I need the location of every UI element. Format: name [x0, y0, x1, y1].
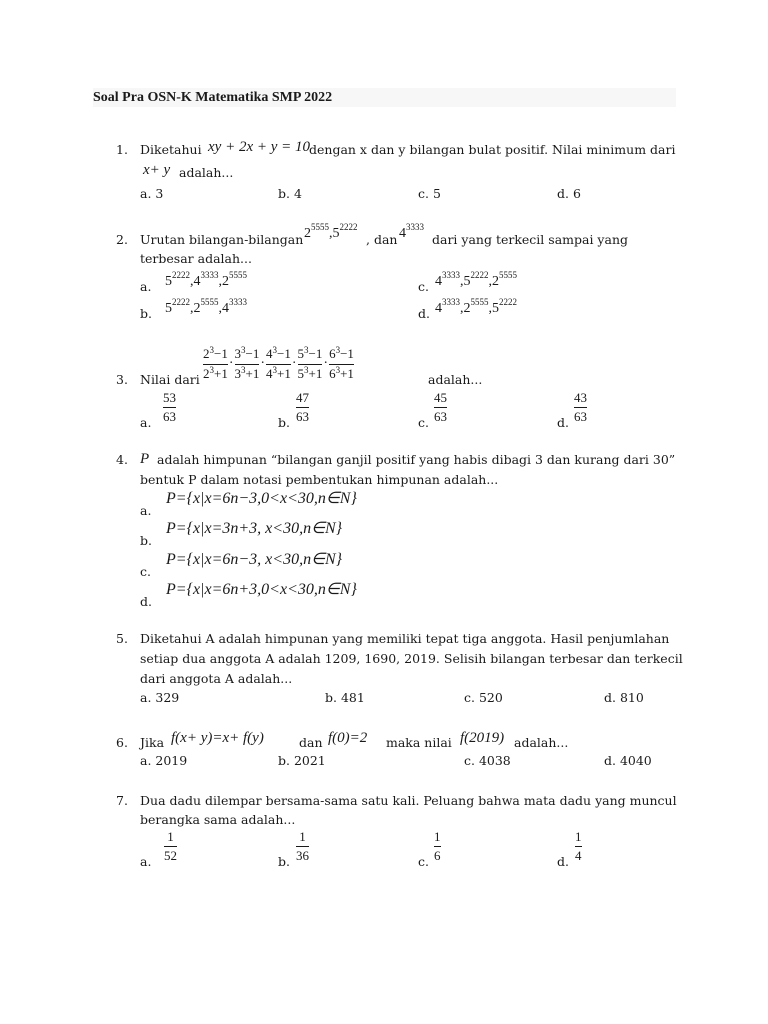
q4-option-c-set: P={x|x=6n−3, x<30,n∈N} [166, 551, 343, 568]
q6-post: adalah... [514, 735, 569, 750]
q6-pre: Jika [140, 735, 165, 750]
q6-mid: maka nilai [386, 735, 452, 750]
q2-option-c-base: 2 [492, 274, 499, 289]
q6-dan: dan [299, 735, 323, 750]
q5-line1: Diketahui A adalah himpunan yang memiliki tepat tiga anggota. Hasil penjumlahan [140, 631, 670, 646]
q6-initial-value: f(0)=2 [328, 730, 368, 746]
q2-option-d-exponent: 2222 [499, 297, 517, 307]
q2-option-a-label: a. [140, 279, 152, 294]
q3-factor-fraction: $\frac{6^3-1}{6^3+1}$ [329, 344, 354, 381]
q3-option-c-fraction: 45 63 [434, 390, 447, 424]
q6-option-d: d. 4040 [604, 753, 652, 768]
q4-option-a-set: P={x|x=6n−3,0<x<30,n∈N} [166, 490, 357, 507]
q2-option-c-exponent: 5555 [499, 270, 517, 280]
q2-option-c-base: 4 [435, 274, 442, 289]
q5-option-b: b. 481 [325, 690, 365, 705]
q2-option-a-exponent: 2222 [172, 270, 190, 280]
q2-number-third: $4^{3333}$ [399, 222, 424, 241]
q2-option-b: $5^{2222},2^{5555},4^{3333}$ [165, 297, 247, 316]
q2-option-a-exponent: 5555 [229, 270, 247, 280]
q4-option-a-label: a. [140, 503, 152, 518]
q3-product-expression [203, 344, 354, 384]
q5-option-d: d. 810 [604, 690, 644, 705]
q2-option-a-exponent: 3333 [200, 270, 219, 280]
q3-option-c-label: c. [418, 415, 429, 430]
q2-dan: , dan [366, 232, 398, 247]
q2-option-d-base: 4 [435, 301, 442, 316]
q7-option-a-label: a. [140, 854, 152, 869]
q6-option-c: c. 4038 [464, 753, 511, 768]
q2-option-d-exponent: 3333 [442, 297, 460, 307]
q7-option-b-fraction: 1 36 [296, 829, 309, 863]
q2-option-c-exponent: 3333 [442, 270, 460, 280]
q3-factor-fraction: $\frac{3^3-1}{3^3+1}$ [234, 344, 260, 381]
q6-number: 6. [116, 735, 128, 750]
q2-text2: terbesar adalah... [140, 251, 252, 266]
q1-expression: x+ y [143, 162, 171, 178]
q7-option-d-label: d. [557, 854, 569, 869]
q6-option-a: a. 2019 [140, 753, 188, 768]
q7-option-b-label: b. [278, 854, 290, 869]
q3-option-d-label: d. [557, 415, 569, 430]
q3-option-d-fraction: 43 63 [574, 390, 587, 424]
q2-option-b-base: 2 [193, 301, 201, 316]
q2-option-c-label: c. [418, 279, 429, 294]
q1-pre: Diketahui [140, 142, 202, 157]
q3-multiply-dot: · [323, 356, 329, 371]
q5-option-c: c. 520 [464, 690, 503, 705]
q1-option-a: a. 3 [140, 186, 164, 201]
q5-number: 5. [116, 631, 128, 646]
q4-number: 4. [116, 452, 128, 467]
q2-option-d: $4^{3333},2^{5555},5^{2222}$ [435, 297, 517, 316]
q1-text2: adalah... [179, 165, 234, 180]
q2-option-b-base: 5 [165, 301, 172, 316]
q2-number: 2. [116, 232, 128, 247]
q3-option-a-fraction: 53 63 [163, 390, 176, 424]
q3-post: adalah... [428, 372, 483, 387]
q6-option-b: b. 2021 [278, 753, 326, 768]
q2-option-a: $5^{2222},4^{3333},2^{5555}$ [165, 270, 247, 289]
q2-pre: Urutan bilangan-bilangan [140, 232, 304, 247]
q1-equation: xy + 2x + y = 10 [208, 139, 310, 155]
q3-multiply-dot: · [260, 356, 266, 371]
q3-option-b-fraction: 47 63 [296, 390, 309, 424]
q3-pre: Nilai dari [140, 372, 200, 387]
q2-option-d-base: 5 [492, 301, 499, 316]
q2-option-a-base: 5 [165, 274, 172, 289]
q6-functional-equation: f(x+ y)=x+ f(y) [171, 730, 264, 746]
q4-line2: bentuk P dalam notasi pembentukan himpunan adalah... [140, 472, 499, 487]
q7-line1: Dua dadu dilempar bersama-sama satu kali. Peluang bahwa mata dadu yang muncul [140, 793, 677, 808]
q1-option-c: c. 5 [418, 186, 441, 201]
q1-number: 1. [116, 142, 128, 157]
q3-number: 3. [116, 372, 128, 387]
q2-option-b-exponent: 5555 [200, 297, 219, 307]
q1-option-d: d. 6 [557, 186, 581, 201]
q3-option-a-label: a. [140, 415, 152, 430]
q2-option-b-exponent: 2222 [172, 297, 190, 307]
q3-factor-fraction: $\frac{2^3-1}{2^3+1}$ [203, 344, 228, 381]
q3-multiply-dot: · [228, 356, 234, 371]
q2-option-c-base: 5 [463, 274, 471, 289]
q2-option-c-exponent: 2222 [470, 270, 489, 280]
q2-option-d-exponent: 5555 [470, 297, 489, 307]
q2-option-d-label: d. [418, 306, 430, 321]
q1-option-b: b. 4 [278, 186, 302, 201]
q1-text1: dengan x dan y bilangan bulat positif. Nilai minimum dari [309, 142, 676, 157]
q7-number: 7. [116, 793, 128, 808]
q4-option-c-label: c. [140, 564, 151, 579]
q7-option-c-fraction: 1 6 [434, 829, 441, 863]
q2-option-a-base: 2 [222, 274, 229, 289]
q2-option-a-base: 4 [193, 274, 201, 289]
q7-line2: berangka sama adalah... [140, 812, 296, 827]
q2-option-b-base: 4 [222, 301, 229, 316]
q4-option-b-label: b. [140, 533, 152, 548]
q4-option-b-set: P={x|x=3n+3, x<30,n∈N} [166, 520, 343, 537]
q3-factor-fraction: $\frac{5^3-1}{5^3+1}$ [297, 344, 323, 381]
q4-option-d-set: P={x|x=6n+3,0<x<30,n∈N} [166, 581, 357, 598]
q4-line1: adalah himpunan “bilangan ganjil positif yang habis dibagi 3 dan kurang dari 30” [157, 452, 676, 467]
q5-line3: dari anggota A adalah... [140, 671, 293, 686]
q2-option-b-label: b. [140, 306, 152, 321]
q3-factor-fraction: $\frac{4^3-1}{4^3+1}$ [266, 344, 291, 381]
q2-option-c: $4^{3333},5^{2222},2^{5555}$ [435, 270, 517, 289]
q2-text1: dari yang terkecil sampai yang [432, 232, 628, 247]
q5-option-a: a. 329 [140, 690, 180, 705]
q7-option-d-fraction: 1 4 [575, 829, 582, 863]
q3-option-b-label: b. [278, 415, 290, 430]
q2-numbers: $2^{5555},5^{2222}$ [304, 222, 358, 241]
q7-option-a-fraction: 1 52 [164, 829, 177, 863]
q3-multiply-dot: · [291, 356, 297, 371]
q2-option-b-exponent: 3333 [229, 297, 247, 307]
q4-option-d-label: d. [140, 594, 152, 609]
q6-target: f(2019) [460, 730, 505, 746]
q4-variable: P [140, 451, 150, 467]
q2-option-d-base: 2 [463, 301, 471, 316]
q5-line2: setiap dua anggota A adalah 1209, 1690, 2019. Selisih bilangan terbesar dan terkecil [140, 651, 683, 666]
q7-option-c-label: c. [418, 854, 429, 869]
page-title: Soal Pra OSN-K Matematika SMP 2022 [93, 88, 676, 107]
